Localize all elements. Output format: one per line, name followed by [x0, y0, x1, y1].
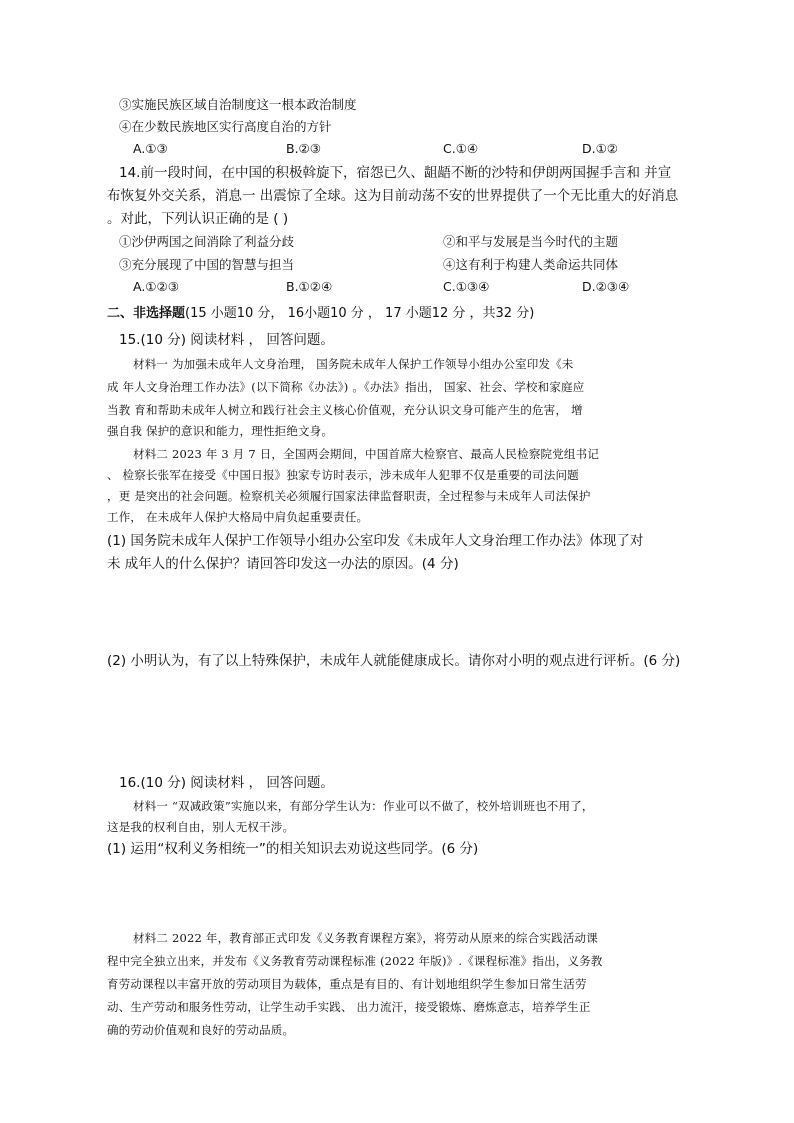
q16-material-1-line-1: 材料一 “双减政策”实施以来，有部分学生认为：作业可以不做了，校外培训班也不用了，: [133, 799, 594, 813]
q14-statement-1: ①沙伊两国之间消除了利益分歧: [119, 234, 295, 249]
q14-statement-4: ④这有利于构建人类命运共同体: [443, 257, 619, 272]
q16-material-2-line-1: 材料二 2022 年，教育部正式印发《义务教育课程方案》，将劳动从原来的综合实践活动课: [133, 931, 598, 945]
q14-stem-line-2: 布恢复外交关系，消息一 出震惊了全球。这为目前动荡不安的世界提供了一个无比重大的好消息: [107, 188, 679, 204]
q16-material-2-line-5: 确的劳动价值观和良好的劳动品质。: [107, 1023, 295, 1037]
q16-subquestion-1: (1) 运用“权利义务相统一”的相关知识去劝说这些同学。(6 分): [107, 841, 479, 857]
q14-statement-2: ②和平与发展是当今时代的主题: [443, 234, 619, 249]
q14-statement-3: ③充分展现了中国的智慧与担当: [119, 257, 295, 272]
q15-subquestion-1-line-1: (1) 国务院未成年人保护工作领导小组办公室印发《未成年人文身治理工作办法》体现了对: [107, 533, 644, 549]
q15-subquestion-1-line-2: 未 成年人的什么保护？请回答印发这一办法的原因。(4 分): [107, 556, 459, 572]
q15-material-2-line-4: 工作， 在未成年人保护大格局中肩负起重要责任。: [107, 510, 369, 524]
q15-material-1-line-3: 当教 育和帮助未成年人树立和践行社会主义核心价值观，充分认识文身可能产生的危害， 增: [107, 403, 583, 417]
q16-title: 16.(10 分) 阅读材料 ， 回答问题。: [119, 775, 334, 791]
q15-material-1-line-1: 材料一 为加强未成年人文身治理， 国务院未成年人保护工作领导小组办公室印发《未: [133, 357, 574, 371]
q16-material-2-line-4: 动、生产劳动和服务性劳动，让学生动手实践、 出力流汗，接受锻炼、磨炼意志，培养学生正: [107, 1000, 591, 1014]
q15-material-1-line-4: 强自我 保护的意识和能力，理性拒绝文身。: [107, 424, 334, 438]
q13-option-b: B.②③: [286, 141, 321, 156]
q13-option-a: A.①③: [133, 141, 168, 156]
q15-material-2-line-2: 、 检察长张军在接受《中国日报》独家专访时表示，涉未成年人犯罪不仅是重要的司法问题: [107, 468, 579, 482]
q16-material-2-line-3: 育劳动课程以丰富开放的劳动项目为载体，重点是有目的、有计划地组织学生参加日常生活劳: [107, 977, 587, 991]
q15-material-2-line-1: 材料二 2023 年 3 月 7 日，全国两会期间，中国首席大检察官、最高人民检察院党组书记: [133, 447, 600, 461]
q15-material-1-line-2: 成 年人文身治理工作办法》(以下简称《办法》) 。《办法》指出， 国家、社会、学校和家庭应: [107, 380, 585, 394]
q13-statement-3: ③实施民族区域自治制度这一根本政治制度: [119, 97, 357, 112]
section-score-detail: (15 小题10 分， 16小题10 分 ， 17 小题12 分 ，共32 分): [185, 306, 535, 321]
q14-option-b: B.①②④: [286, 279, 333, 294]
q15-material-2-line-3: ，更 是突出的社会问题。检察机关必须履行国家法律监督职责，全过程参与未成年人司法保护: [107, 489, 591, 503]
q13-statement-4: ④在少数民族地区实行高度自治的方针: [119, 119, 332, 134]
q14-stem-line-1: 14.前一段时间，在中国的积极斡旋下，宿怨已久、龃龉不断的沙特和伊朗两国握手言和 并宣: [119, 165, 672, 181]
q13-option-c: C.①④: [443, 141, 479, 156]
q14-stem-line-3: 。对此，下列认识正确的是 ( ): [107, 211, 289, 227]
q13-option-d: D.①②: [582, 141, 619, 156]
q16-material-2-line-2: 程中完全独立出来，并发布《义务教育劳动课程标准 (2022 年版)》.《课程标准》指出，义务教: [107, 954, 603, 968]
section-heading: [107, 306, 534, 322]
q15-title: 15.(10 分) 阅读材料 ， 回答问题。: [119, 332, 334, 348]
q15-subquestion-2: (2) 小明认为，有了以上特殊保护，未成年人就能健康成长。请你对小明的观点进行评析。(6 分): [107, 653, 681, 669]
q14-option-d: D.②③④: [582, 279, 630, 294]
q14-option-c: C.①③④: [443, 279, 490, 294]
q16-material-1-line-2: 这是我的权利自由，别人无权干涉。: [107, 820, 295, 834]
q14-option-a: A.①②③: [133, 279, 179, 294]
section-title: 二、非选择题: [107, 306, 186, 321]
